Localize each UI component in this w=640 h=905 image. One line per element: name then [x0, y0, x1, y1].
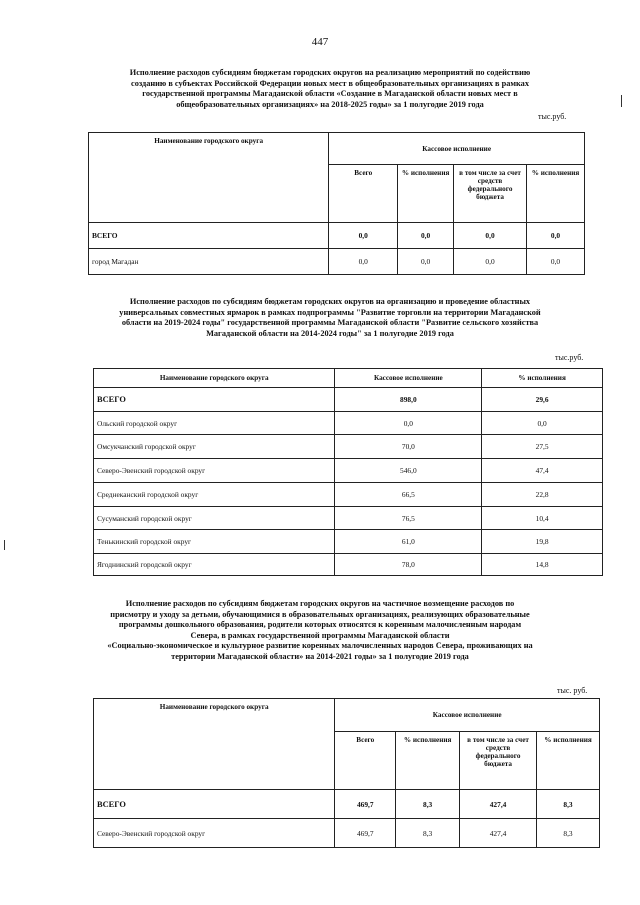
section2-table [93, 368, 603, 576]
scan-edge-mark [4, 540, 5, 550]
table-row: ВСЕГО 0,0 0,0 0,0 0,0 [89, 223, 585, 249]
table-row: Северо-Эвенский городской округ 469,7 8,3 427,4 8,3 [94, 819, 600, 848]
section1-units: тыс.руб. [538, 112, 567, 121]
table-row: Омсукчанский городской округ 70,0 27,5 [94, 435, 603, 459]
table-row: Северо-Эвенский городской округ 546,0 47,4 [94, 459, 603, 483]
section2-title: Исполнение расходов по субсидиям бюджетам городских округов на организацию и проведение областных универсальных совместных ярмарок в рамках подпрограммы "Развитие торговли на территории Магаданской области на 2019-2024 годы" государственной программы Магаданской области "Развитие сельского хозяйства Магаданской области на 2014-2024 годы" за 1 полугодие 2019 года [119, 297, 541, 338]
header-total: Всего [335, 732, 396, 790]
section2-units: тыс.руб. [555, 353, 584, 362]
table-row: ВСЕГО 898,0 29,6 [94, 388, 603, 412]
header-cash: Кассовое исполнение [335, 369, 482, 388]
header-pct: % исполнения [482, 369, 603, 388]
header-name: Наименование городского округа [94, 699, 335, 790]
header-federal: в том числе за счет средств федерального бюджета [460, 732, 537, 790]
section1-title: Исполнение расходов субсидиям бюджетам городских округов на реализацию мероприятий по содействию созданию в субъектах Российской Федерации новых мест в общеобразовательных организациях в рамках государственной программы Магаданской области «Создание в Магаданской области новых мест в общеобразовательных организациях» на 2018-2025 годы» за 1 полугодие 2019 года [129, 68, 531, 109]
table-row: Сусуманский городской округ 76,5 10,4 [94, 507, 603, 530]
page-number: 447 [311, 36, 329, 48]
header-name: Наименование городского округа [94, 369, 335, 388]
header-federal: в том числе за счет средств федерального бюджета [454, 165, 527, 223]
header-pct2: % исполнения [537, 732, 600, 790]
header-pct2: % исполнения [527, 165, 585, 223]
table-row: Среднеканский городской округ 66,5 22,8 [94, 483, 603, 507]
header-pct: % исполнения [396, 732, 460, 790]
section3-table [93, 698, 600, 848]
header-cash: Кассовое исполнение [329, 133, 585, 165]
scan-edge-mark [621, 95, 622, 107]
header-cash: Кассовое исполнение [335, 699, 600, 732]
table-row: город Магадан 0,0 0,0 0,0 0,0 [89, 249, 585, 275]
table-row: Ольский городской округ 0,0 0,0 [94, 412, 603, 435]
table-row: ВСЕГО 469,7 8,3 427,4 8,3 [94, 790, 600, 819]
section3-units: тыс. руб. [557, 686, 588, 695]
header-total: Всего [329, 165, 398, 223]
table-row: Тенькинский городской округ 61,0 19,8 [94, 530, 603, 554]
header-name: Наименование городского округа [89, 133, 329, 223]
table-row: Ягоднинский городской округ 78,0 14,8 [94, 554, 603, 576]
section3-title: Исполнение расходов по субсидиям бюджетам городских округов на частичное возмещение расходов по присмотру и уходу за детьми, обучающимися в образовательных организациях, реализующих образовательные программы дошкольного образования, родители которых относятся к коренным малочисленным народам Севера, в рамках государственной программы Магаданской области «Социально-экономическое и культурное развитие коренных малочисленных народов Севера, проживающих на территории Магаданской области» на 2014-2021 годы» за 1 полугодие 2019 года [107, 599, 533, 661]
section1-table [88, 132, 585, 275]
header-pct: % исполнения [398, 165, 454, 223]
